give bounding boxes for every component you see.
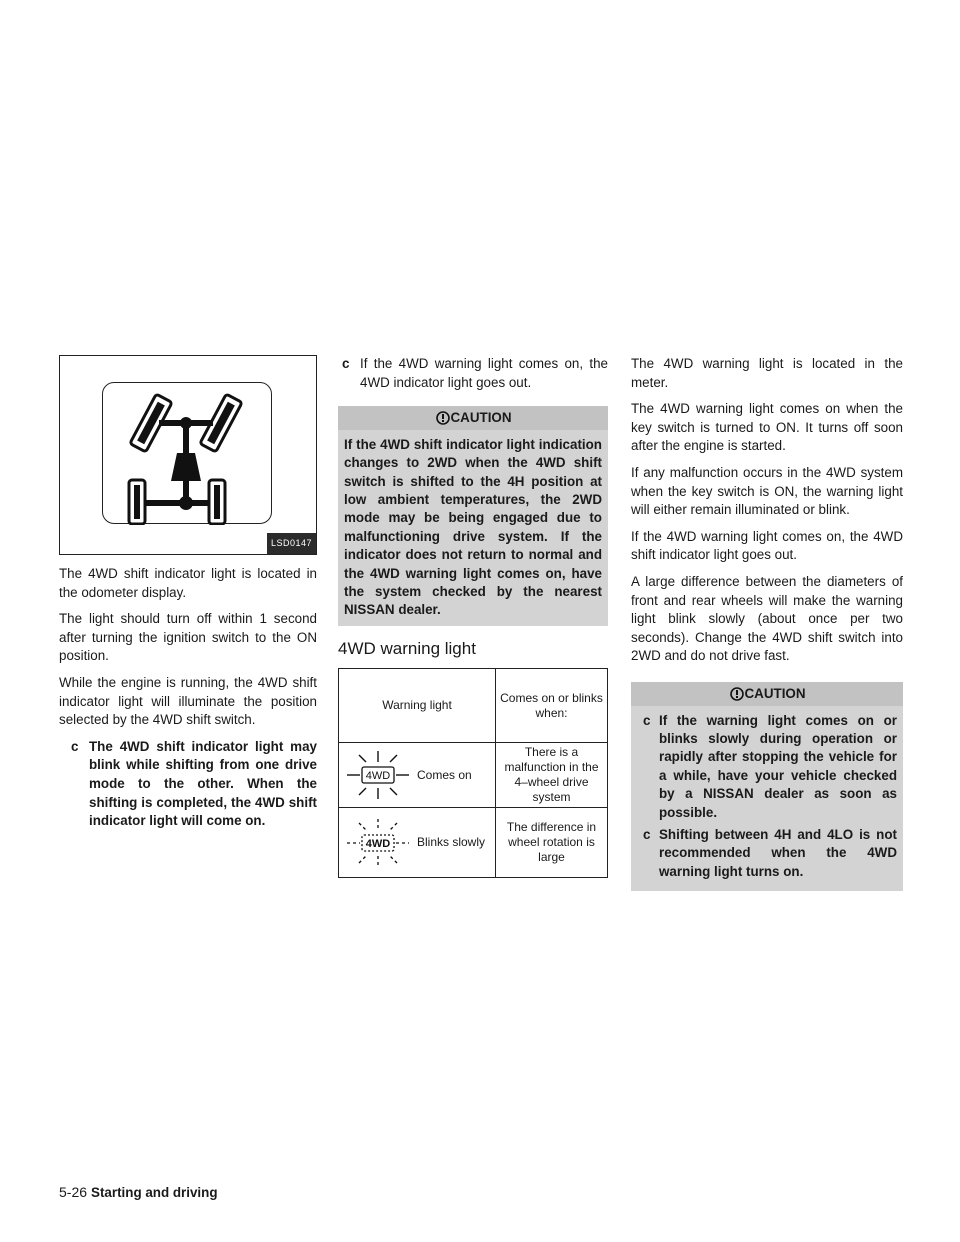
icon-label: 4WD	[365, 770, 391, 783]
caution-icon	[435, 411, 451, 425]
column-1	[59, 355, 317, 839]
table-header-cell: Warning light	[339, 669, 496, 743]
light-state	[343, 817, 491, 869]
section-heading: 4WD warning light	[338, 638, 476, 658]
section-title: Starting and driving	[91, 1185, 218, 1200]
paragraph: The 4WD shift indicator light is located in the odometer display.	[59, 566, 317, 600]
paragraph: The 4WD warning light comes on when the key switch is turned to ON. It turns off soon after the engine is started.	[631, 401, 903, 454]
bullet-item	[59, 738, 317, 831]
table-cell	[339, 743, 496, 808]
light-state-label: Blinks slowly	[417, 835, 486, 850]
table-cell	[339, 808, 496, 878]
table-row	[339, 808, 608, 878]
drivetrain-figure	[59, 355, 317, 555]
caution-icon	[729, 687, 745, 701]
light-state-label: Comes on	[417, 767, 472, 782]
drivetrain-indicator-frame	[102, 382, 272, 524]
bullet-icon: c	[342, 356, 350, 371]
drivetrain-icon	[103, 383, 273, 525]
caution-header	[338, 406, 608, 430]
light-state	[343, 749, 491, 801]
caution-title: CAUTION	[450, 410, 512, 426]
caution-text: If the 4WD shift indicator light indication changes to 2WD when the 4WD shift switch is shifted to the 4H position at low ambient temperatures, the 2WD mode may be being engaged due to malfunctioning drive system. If the indicator does not return to normal and the 4WD warning light comes on, have the system checked by the nearest NISSAN dealer.	[344, 436, 602, 618]
caution-header	[631, 682, 903, 706]
bullet-icon: c	[643, 826, 651, 842]
caution-bullet-text: Shifting between 4H and 4LO is not recommended when the 4WD warning light turns on.	[659, 826, 897, 879]
warning-light-table	[338, 668, 608, 878]
column-3	[631, 355, 903, 905]
paragraph: The light should turn off within 1 second after turning the ignition switch to the ON position.	[59, 611, 317, 664]
table-header-cell: Comes on or blinks when:	[496, 669, 608, 743]
paragraph: If any malfunction occurs in the 4WD system when the key switch is ON, the warning light will either remain illuminated or blink.	[631, 464, 903, 518]
paragraph: If the 4WD warning light comes on, the 4WD shift indicator light goes out.	[631, 528, 903, 563]
caution-box	[631, 682, 903, 891]
paragraph: The 4WD warning light is located in the meter.	[631, 356, 903, 390]
caution-bullet	[637, 826, 897, 881]
table-cell: The difference in wheel rotation is large	[496, 808, 608, 878]
table-cell: There is a malfunction in the 4–wheel drive system	[496, 743, 608, 808]
4wd-warning-light-on-icon	[347, 749, 409, 801]
column-2	[338, 355, 608, 878]
bullet-text: If the 4WD warning light comes on, the 4WD indicator light goes out.	[360, 356, 608, 390]
paragraph: A large difference between the diameters of front and rear wheels will make the warning light blink slowly (about once per two seconds). Change the 4WD shift switch into 2WD and do not drive fast.	[631, 573, 903, 664]
icon-label: 4WD	[365, 837, 391, 850]
bullet-icon: c	[643, 712, 651, 728]
caution-bullet-text: If the warning light comes on or blinks slowly during operation or rapidly after stopping the vehicle for a while, have your vehicle checked by a NISSAN dealer as soon as possible.	[659, 712, 897, 820]
table-row	[339, 743, 608, 808]
4wd-warning-light-blink-icon	[347, 817, 409, 869]
page-footer	[59, 1184, 218, 1200]
page-number: 5-26	[59, 1184, 88, 1200]
caution-bullet	[637, 712, 897, 822]
figure-code: LSD0147	[267, 533, 316, 554]
caution-box	[338, 406, 608, 626]
bullet-icon: c	[71, 738, 79, 754]
caution-title: CAUTION	[744, 685, 806, 701]
table-header-row	[339, 669, 608, 743]
bullet-text: The 4WD shift indicator light may blink while shifting from one drive mode to the other. When the shifting is completed, the 4WD shift indicator light will come on.	[89, 738, 317, 829]
bullet-item	[338, 355, 608, 392]
paragraph: While the engine is running, the 4WD shift indicator light will illuminate the position selected by the 4WD shift switch.	[59, 674, 317, 728]
